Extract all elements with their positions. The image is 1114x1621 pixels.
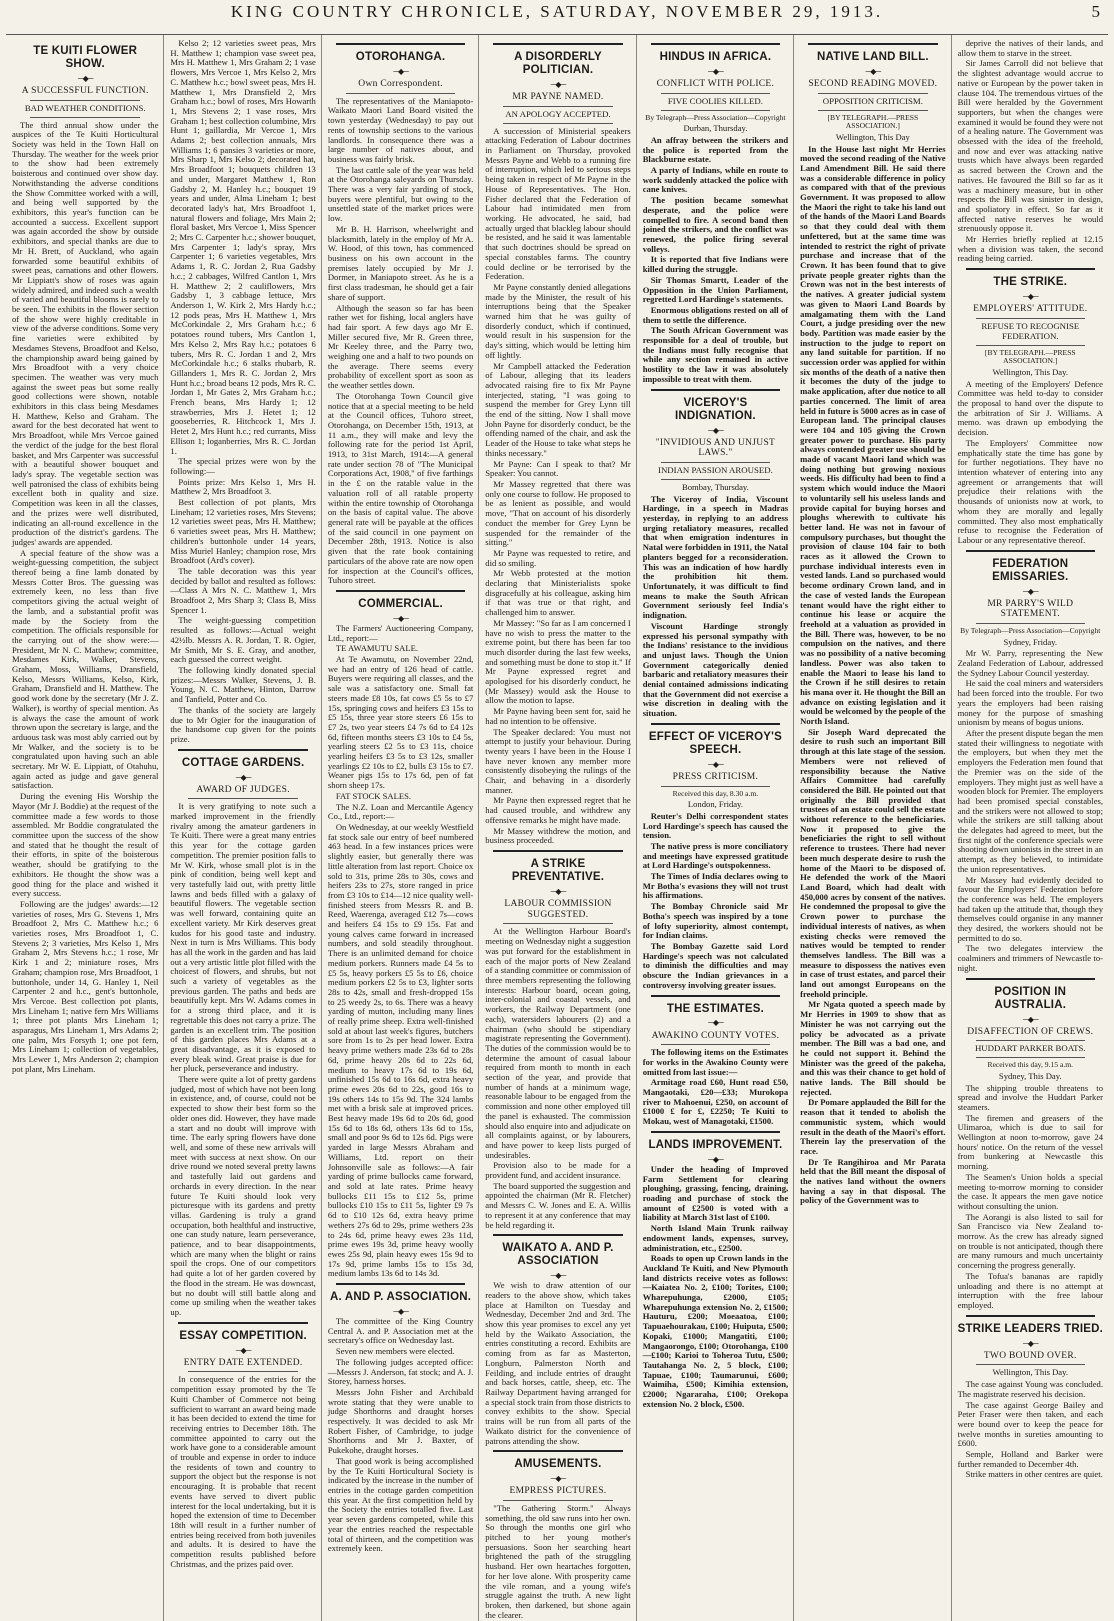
paragraph: Seven new members were elected.	[335, 1346, 455, 1357]
paragraph: At the Wellington Harbour Board's meeting on Wednesday night a suggestion was put forward for the establishment in each of the major ports of New Zealand of a standing committee or commission of three members representing the following interests: Harbour board, ocean going, inter-colonial and coastal vessels, and workers, the Railway Department (one each), watersiders labourers (2) and a chairman (who should be stipendiary magistrate representing the Government). The duties of the commission would be to determine the amount of casual labour required from month to month in each section of the year, and provide that number of hands at a minimum wage, reasonable labour to be engaged from the commission and none other employed till the panel is exhausted. The commission should also enquire into and adjudicate on all complaints against, or by labourers, and have power to keep lists purged of undesirables.	[485, 926, 631, 1160]
paragraph: The committee of the King Country Central A. and P. Association met at the secretary's office on Wednesday last.	[327, 1316, 474, 1346]
article-subheading: TWO BOUND OVER.	[983, 1350, 1077, 1361]
section-divider	[493, 1234, 622, 1236]
article-headline: TE KUITI FLOWER SHOW.	[33, 45, 138, 70]
section-divider	[336, 590, 465, 592]
paragraph: Sir Thomas Smartt, Leader of the Opposition in the Union Parliament, regretted Lord Hardinge's statements.	[642, 274, 789, 305]
subheading-rule	[976, 318, 1085, 319]
paragraph: Enormous obligations rested on all of them to settle the difference.	[642, 304, 789, 325]
article-headline: STRIKE LEADERS TRIED.	[957, 1322, 1103, 1335]
article-headline: OTOROHANGA.	[355, 51, 446, 63]
ornament-divider: ─◆─	[1023, 586, 1038, 596]
dateline: Bombay, Thursday.	[682, 481, 749, 492]
paragraph: Mr Massey withdrew the motion, and business proceeded.	[485, 825, 631, 846]
subheading-rule	[30, 100, 140, 101]
article-headline: FEDERATION EMISSARIES.	[992, 557, 1069, 583]
ornament-divider: ─◆─	[708, 66, 723, 76]
article-headline: THE STRIKE.	[993, 276, 1068, 289]
subheading-rule	[976, 345, 1085, 346]
paragraph: After the present dispute began the men stated their willingness to negotiate with the employers, but when they met the employers the Federation men found that the Premier was on the side of the employers. They might just as well have a wooden block for Premier. The employers had been promised special constables, and the strikers were not allowed to stop; while the strikers are still talking about the delegates had agreed to meet, but the first night of the conference specials were shooting down unionists in the street in an attempt, as they believed, to intimidate the union representatives.	[957, 727, 1103, 874]
paragraph: Points prize: Mrs Kelso 1, Mrs H. Matthew 2, Mrs Broadfoot 3.	[170, 476, 316, 497]
article-body	[328, 97, 473, 586]
ornament-divider: ─◆─	[708, 1154, 723, 1164]
dateline: Wellington, This Day.	[992, 1367, 1068, 1378]
subheading-rule	[661, 110, 770, 111]
subheading-rule	[188, 1371, 297, 1372]
paragraph: The representatives of the Maniapoto-Waikato Maori Land Board visited the town yesterday (Wednesday) to pay out rents of township sections to the various landlords. In consequence there was a large number of natives about, and business was fairly brisk.	[327, 95, 474, 164]
dateline: London, Friday.	[687, 799, 743, 810]
article-headline: HINDUS IN AFRICA.	[659, 51, 772, 63]
article-subheading-secondary: OPPOSITION CRITICISM.	[822, 95, 923, 106]
dateline: Wellington, This Day.	[992, 366, 1068, 377]
paragraph: The Aorangi is also listed to sail for San Francisco via New Zealand to-morrow. As the crew has already signed on trouble is not anticipated, though there are many rumours and much uncertainty concerning the progress generally.	[957, 1211, 1103, 1271]
paragraph: TE AWAMUTU SALE.	[335, 643, 418, 654]
dateline: Sydney, Friday.	[1003, 636, 1058, 647]
paragraph: The case against Young was concluded. The magistrate reserved his decision.	[957, 1379, 1103, 1399]
paragraph: The third annual show under the auspices of the Te Kuiti Horticultural Society was held in the Town Hall on Thursday. The weather for the week prior to the show had been extremely boisterous and continued over show day. Notwithstanding the adverse conditions the Show Committee worked with a will, and being well supported by the exhibitors, this year's function can be accounted a success. Excellent support was again accorded the show by outside exhibitors, and special thanks are due to Mr H. Brett, of Auckland, who again forwarded some beautiful exhibits of sweet peas, carnations and other flowers. Mr Lippiatt's show of roses was again widely admired, and indeed such a wealth of varied and beautiful blooms is rarely to be seen. The exhibits in the flower section of the show were highly creditable in view of the adverse conditions. Some very fine varieties were exhibited by Mesdames Stevens, Broadfoot and Kelso, the championship award being gained by Mrs Broadfoot with a very choice specimen. The weather was very much against the sweet peas but some really good collections were shown, notable exhibitors in this class being Mesdames H. Matthew, Kelso and Graham. The award for the best decorated hat went to Mrs Broadfoot, while Mrs Vercoe gained the verdict of the judge for the best floral basket, and Mrs Carpenter was successful with a beautiful shower bouquet and lady's spray. The vegetable section was well patronised the class of exhibits being excellent both in quality and size. Competition was keen in all the classes, and the prizes were well distributed, indicating an all-round excellence in the production of the district's gardens. The judges' awards are appended.	[12, 119, 159, 547]
article-body	[485, 1504, 630, 1620]
paragraph: Mr Massey had evidently decided to favour the Employers' Federation before the conference was held. The employers had taken up the attitude that, though they themselves could organise in any manner they desired, the workers should not be permitted to do so.	[957, 874, 1103, 943]
paragraph: The following judges accepted office:—Messrs J. Anderson, fat stock; and A. J. Storey, harness horses.	[327, 1356, 474, 1387]
paragraph: Sir Joseph Ward deprecated the desire to rush such an important Bill through at this late stage of the session. Members were not relieved of responsibility because the Native Affairs Committee had carefully considered the Bill. He pointed out that originally the Bill provided that trustees of an estate could sell the estate without reference to the beneficiaries. Now it proposed to give the beneficiaries the right to sell without reference to trustees. There had never been much desperate desire to rush the home of the Maori to be disposed of. He defended the work of the Maori Land Board, which had dealt with 450,000 acres by consent of the natives. He condemned the proposal to give the Crown power to purchase the individual interests of natives, as when existing checks were removed the natives would be tempted to render themselves landless. The Bill was a measure to dispossess the natives even in case of trust estates, and parcel their land out amongst Europeans on the freehold principle.	[800, 726, 946, 999]
article-subheading-secondary: HUDDART PARKER BOATS.	[974, 1043, 1086, 1054]
article-headline: COTTAGE GARDENS.	[181, 756, 305, 769]
article-headline: NATIVE LAND BILL.	[816, 51, 929, 63]
article	[643, 723, 788, 991]
paragraph: Semple, Holland and Barker were further remanded to December 4th.	[957, 1449, 1103, 1469]
article	[485, 1450, 630, 1620]
paragraph: The Viceroy of India, Viscount Hardinge, in a speech in Madras yesterday, in replying to an address urging retaliatory measures, recalled that when emigration indentures in Natal were forbidden in 1911, the Natal planters begged for a reconsideration. This was an indication of how hardly the prohibition hit them. Unfortunately, it was difficult to find means to make the South African Government seriously feel India's indignation.	[642, 493, 789, 621]
article-subheading: PRESS CRITICISM.	[672, 771, 759, 782]
article-headline: A DISORDERLY POLITICIAN.	[514, 51, 602, 76]
paragraph: An affray between the strikers and the police is reported from the Blackburne estate.	[642, 134, 789, 165]
article-subheading: CONFLICT WITH POLICE.	[656, 79, 775, 90]
ornament-divider: ─◆─	[1023, 1014, 1038, 1024]
subheading-rule	[818, 110, 927, 111]
article-subheading: "INVIDIOUS AND UNJUST LAWS."	[655, 437, 776, 459]
article	[328, 43, 473, 586]
subheading-rule	[661, 1044, 770, 1045]
subheading-rule	[661, 786, 770, 787]
paragraph: The following kindly donated special prizes:—Messrs Walker, Stevens, J. B. Young, N. C. Matthew, Hinton, Darrow and Tanfield, Potter and Co.	[170, 665, 316, 705]
paragraph: deprive the natives of their lands, and allow them to starve in the street.	[957, 38, 1103, 58]
section-divider	[966, 978, 1095, 980]
article-subheading: EMPLOYERS' ATTITUDE.	[973, 304, 1088, 315]
article-headline: THE ESTIMATES.	[666, 1002, 764, 1015]
page-number: 5	[1091, 2, 1100, 21]
article	[170, 1322, 315, 1570]
article-body	[643, 812, 788, 991]
paragraph: Sir James Carroll did not believe that the slightest advantage would accrue to native or European by the power taken in clause 104. The tremendous virtues of the Bill were heralded by the Government supporters, but when the changes were examined it would be found they were not of a healing nature. The Government was obsessed with the idea of the freehold, and now and ever was attacking native trusts which have always been regarded as sacred between the Crown and the natives. He favoured the Bill so far as it was a machinery measure, but in other respects the Bill was sinister in design, and spoliatory in effect. So far as it affected native reserves he would strenuously oppose it.	[957, 58, 1103, 234]
section-divider	[336, 43, 465, 45]
article-body	[958, 1380, 1103, 1480]
section-divider	[178, 749, 307, 751]
wire-credit: Received this day, 8.30 a.m.	[672, 788, 759, 798]
paragraph: The Times of India declares owing to Mr Botha's evasions they will not trust his affirmations.	[642, 871, 789, 901]
section-divider	[808, 43, 937, 45]
article-subheading: MR PARRY'S WILD STATEMENT.	[987, 598, 1074, 620]
paragraph: The two delegates interview the coalminers and trimmers of Newcastle to-night.	[957, 943, 1103, 973]
ornament-divider: ─◆─	[393, 613, 408, 623]
dateline: Sydney, This Day.	[998, 1070, 1062, 1081]
subheading-rule	[661, 462, 770, 463]
article	[643, 995, 788, 1127]
subheading-rule	[976, 1057, 1085, 1058]
article	[800, 43, 945, 1206]
paragraph: The last cattle sale of the year was held at the Otorohanga saleyards on Thursday. There was a very fair yarding of stock, buyers were plentiful, but owing to the unsettled state of the market prices were low.	[327, 164, 474, 224]
subheading-rule	[346, 93, 455, 94]
article	[958, 550, 1103, 974]
subheading-rule	[818, 93, 927, 94]
article-body	[800, 145, 945, 1207]
paragraph: The Employers' Committee now emphatically state the time has gone by for further negotiations. They have no intention whatever of entering into any agreement or arrangements that will prejudice their relations with the thousands of unionists now at work, to whom they are morally and legally committed. They also most emphatically refuse to recognise the Federation of Labour or any representative thereof.	[957, 437, 1103, 545]
ornament-divider: ─◆─	[550, 886, 566, 896]
article-body	[958, 39, 1103, 264]
paragraph: Mr Payne was requested to retire, and did so smiling.	[485, 547, 631, 568]
paragraph: A special feature of the show was a weight-guessing competition, the subject thereof being a fine lamb donated by Messrs Cotter Bros. The guessing was extremely keen, no less than five competitors giving the actual weight of the lamb, and a substantial profit was made by the Society from the competition. The officials responsible for the carrying out of the show were:—President, Mr N. C. Matthew; committee, Mesdames Kirk, Walker, Stevens, Graham, Moss, Williams, Dransfield, Kelso, Messrs Williams, Kelso, Kirk, Graham, Dransfield and H. Matthew. The good work done by the secretary (Mr J. Z. Walker), is worthy of special mention. As is always the case the amount of work thrown upon the secretary is large, and the arduous task was most ably carried out by Mr Walker, and the society is to be congratulated upon having such an able secretary. Mr W. E. Lippiatt, of Otahuhu, again acted as judge and gave general satisfaction.	[12, 547, 159, 791]
article-headline: AMUSEMENTS.	[514, 1458, 602, 1471]
article-headline: A STRIKE PREVENTATIVE.	[511, 858, 605, 883]
article-body	[170, 39, 315, 745]
masthead	[0, 2, 1114, 32]
column-3	[321, 35, 478, 1621]
article-headline: VICEROY'S INDIGNATION.	[675, 396, 756, 422]
paragraph: Mr B. H. Harrison, wheelwright and blacksmith, lately in the employ of Mr A. W. Hood, of this town, has commenced business on his own account in the premises lately occupied by Mr J. Dormer, in Maniapoto street. As he is a first class tradesman, he should get a fair share of support.	[327, 223, 474, 302]
paragraph: It is very gratifying to note such a marked improvement in the friendly rivalry among the amateur gardeners in Te Kuiti. There were a great many entries this year for the cottage garden competition. The premier position falls to Mr W. Kirk, whose small plot is in the pink of condition, being well kept and very tastefully laid out, with pretty little lawns and beds filled with a galaxy of beautiful flowers. The vegetable section was well forward, containing quite an excellent variety. Mr Kirk deserves great kudos for his good taste and industry. Next in turn is Mrs Williams. This body has all the work in the garden and has laid out a very artistic little plot filled with the choicest of flowers, and shrubs, but not such a variety of vegetables as the previous garden. The paths and beds are beautifully kept. Mrs W. Adams comes in for a strong third place, and it is regrettable this does not carry a prize. The garden is an excellent trim. The position of this garden places Mrs Adams at a great disadvantage, as it is exposed to every bleak wind. Great praise is due for her pluck, perseverance and industry.	[170, 801, 316, 1074]
paragraph: The firemen and greasers of the Ulimaroa, which is due to sail for Wellington at noon to-morrow, gave 24 hours' notice. On the return of the vessel from bunkering at Newcastle this morning.	[957, 1112, 1103, 1172]
dateline: Durban, Thursday.	[683, 123, 748, 134]
article-subheading: EMPRESS PICTURES.	[509, 1486, 607, 1497]
column-1	[6, 35, 163, 1621]
article-body	[485, 127, 630, 846]
article-subheading: DISAFFECTION OF CREWS.	[967, 1026, 1094, 1037]
subheading-rule	[30, 117, 140, 118]
paragraph: Reuter's Delhi correspondent states Lord Hardinge's speech has caused the tension.	[642, 810, 789, 841]
article-body	[485, 1281, 630, 1446]
paragraph: Mr Massey regretted that there was only one course to follow. He proposed to be as lenient as possible, and would move, "That on account of his disorderly conduct the member for Grey Lynn be suspended for the remainder of the sitting."	[485, 478, 631, 548]
subheading-rule	[503, 923, 612, 924]
article-subheading-secondary: INDIAN PASSION AROUSED.	[658, 465, 773, 476]
paragraph: On Wednesday, at our weekly Westfield fat stock sale our entry of beef numbered 463 head. In a few instances prices were slightly easier, but generally there was little alteration from last report. Choice ox sold to 31s, prime 28s to 30s, cows and heifers 23s to 27s, store ranged in price from £3 10s to £14—12 nice quality well-finished steers from Messrs R. and B. Reed, Waerenga, averaged £12 7s—cows and heifers £4 15s to £9 15s. Fat and young calves came forward in increased numbers, and sold steadily throughout. There is an unlimited demand for choice medium porkers. Runners made £4 5s to £5 5s, heavy porkers £5 5s to £6, choice medium porkers £2 5s to £3, lighter sorts 28s to 42s, small and fresh-dropped 15s to 25 weedy 2s, to 6s. There was a heavy yarding of mutton, including many lines of really prime sheep. Extra well-finished sold at about last week's figures, butchers sore from 1s to 2s per head lower. Extra heavy prime wethers made 23s 6d to 28s 6d, prime heavy 20s 6d to 22s 6d, medium to heavy 17s 6d to 19s 6d, unfinished 15s 6d to 16s 6d, extra heavy prime ewes 20s 6d to 22s, good 16s to 19s others 14s to 15s 9d. The 324 lambs met with a brisk sale at improved prices. Best heavy made 19s 6d to 20s 6d, good 15s 6d to 18s 6d, others 13s 6d to 15s, small and poor 9s 6d to 12s 6d. Pigs were yarded in large Messrs Abraham and Williams, Ltd. report on their Johnsonville sale as follows:—A fair yarding of prime bullocks came forward, and sold at late rates. Prime heavy bullocks £11 15s to £12 5s, prime bullocks £10 15s to £11 5s, lighter £9 7s 6d to £10 12s 6d, extra heavy prime wethers 27s 6d to 29s, prime wethers 23s to 24s 6d, prime heavy ewes 23s 11d, prime ewes 19s 3d, prime heavy woolly ewes 25s 9d, plain heavy ewes 15s 9d to 17s 9d, prime lambs 15s to 15s 3d, medium lambs 13s 6d to 14s 3d.	[327, 821, 474, 1279]
paragraph: The Bombay Gazette said Lord Hardinge's speech was not calculated to diminish the difficulties and may obscure the Indian grievances in a controversy involving greater issues.	[642, 940, 789, 990]
section-divider	[493, 43, 622, 45]
section-divider	[493, 850, 622, 852]
article-body	[328, 1317, 473, 1554]
section-divider	[651, 43, 780, 45]
subheading-rule	[661, 93, 770, 94]
paragraph: Although the season so far has been rather wet for fishing, local anglers have had fair sport. A few days ago Mr E. Miller secured five, Mr R. Green three, Mr Keeley three, and the Parry two, weighing one and a half to two pounds on the average. There seems every probability of excellent sport as soon as the weather settles down.	[327, 302, 474, 391]
section-divider	[493, 1450, 622, 1452]
article-body	[170, 1375, 315, 1569]
paragraph: North Island Main Trunk railway endowment lands, expenses, survey, administration, etc., £2500.	[642, 1223, 789, 1253]
paragraph: The native press is more conciliatory and meetings have expressed gratitude at Lord Hardinge's outspokenness.	[642, 840, 789, 871]
article	[485, 1234, 630, 1446]
subheading-rule	[661, 479, 770, 480]
subheading-rule	[976, 1040, 1085, 1041]
paragraph: A meeting of the Employers' Defence Committee was held to-day to consider the proposal to hand over the dispute to the arbitration of Sir J. Williams. A memo. was drawn up embodying the decision.	[957, 378, 1103, 438]
ornament-divider: ─◆─	[1023, 1338, 1038, 1348]
paragraph: That good work is being accomplished by the Te Kuiti Horticultural Society is indicated by the increase in the number of entries in the cottage garden competition this year. At the first competition held by the Society the entries totalled five. Last year seven gardens competed, while this year the entries reached the respectable total of thirteen, and the competition was extremely keen.	[327, 1455, 474, 1554]
section-divider	[651, 995, 780, 997]
paragraph: Kelso 2; 12 varieties sweet peas, Mrs H. Matthew 1; champion vase sweet pea, Mrs H. Matthew 1, Mrs Graham 2; 1 vase flowers, Mrs Vercoe 1, Mrs Kelso 2, Mrs C. Matthew h.c.; bowl sweet peas, Mrs H. Matthew 1, Mrs Dransfield 2, Mrs Graham h.c.; bowl of roses, Mrs Howarth 1, Mrs Stevens 2; 1 vase roses, Mrs Graham 1; best collection columbine, Mrs Hunt 1; gaillardia, Mr Vercoe 1, Mrs Adams 2; best collection annuals, Mrs Williams 1; 6 pansies 3 varieties or more, Mrs Sharp 1, Mrs Kelso 2; decorated hat, Mrs Broadfoot 1; bouquets children 13 and under, Margaret Matthew 1, Ron Gadsby 2, M. Hanley h.c.; bouquet 19 years and under, Alma Lineham 1; best decorated lady's hat, Mrs Broadfoot 1, natural flowers and foliage, Mrs Main 2; floral basket, Mrs Vercoe 1, Miss Spencer 2; Mrs C. Carpenter h.c.; shower bouquet, Mrs Carpenter 1; lady's spray, Mrs Carpenter 1; 6 varieties vegetables, Mrs Adams 1, R. C. Jordan 2, Rua Gadsby h.c.; 2 cabbages, Wilfred Cantlon 1, Mrs H. Matthew 2; 2 cauliflowers, Mrs Gadsby 1, 3 cabbage lettuce, Mrs Anderson 1, W. Kirk 2, Mrs Hardy h.c.; 12 pods peas, Mrs H. Matthew 1, Mrs McCorkindale 2, Mrs Graham h.c.; 6 potatoes round tubers, Mrs Cantlon 1, Mrs Kelso 2, Mrs Ray h.c.; potatoes 6 tubers, Mrs R. C. Jordan 1 and 2, Mrs McCorkindale h.c.; 6 stalks rhubarb, R. Gillanders 1, Mrs R. C. Jordan 2, Mrs Hunt h.c.; broad beans 12 pods, Mrs R. C. Jordan 1, Mr Gates 2, Mrs Graham h.c.; French beans, Mrs Hardy 1; 12 strawberries, Mrs J. Hetet 1; 12 gooseberries, R. Hitchcock 1, Mrs J. Hetet 2, Mrs Hunt h.c.; red currants, Miss Ellison 1; loganberries, Mrs R. C. Jordan 1.	[170, 38, 316, 456]
section-divider	[336, 1283, 465, 1285]
masthead-title: KING COUNTRY CHRONICLE, SATURDAY, NOVEMBER 29, 1913.	[230, 2, 884, 21]
article-subheading: AWAKINO COUNTY VOTES.	[651, 1030, 780, 1041]
wire-credit: Received this day, 9.15 a.m.	[987, 1060, 1074, 1070]
paragraph: Mr Webb protested at the motion declaring that Ministerialists spoke disgracefully at his colleague, asking him if that was true or that right, and challenged him to answer.	[485, 568, 631, 618]
paragraph: FAT STOCK SALES.	[335, 790, 412, 801]
ornament-divider: ─◆─	[235, 772, 251, 782]
paragraph: Provision also to be made for a provident fund, and accident insurance.	[485, 1160, 631, 1181]
article-body	[643, 495, 788, 719]
paragraph: The Speaker declared: You must not attempt to justify your behaviour. During twenty years I have been in the House I have never known any member more consistently disobeying the rulings of the Chair, and behaving in a disorderly manner.	[485, 726, 631, 795]
article-subheading: A SUCCESSFUL FUNCTION.	[21, 86, 149, 96]
article-subheading-secondary: BAD WEATHER CONDITIONS.	[24, 102, 146, 113]
section-divider	[178, 1322, 307, 1324]
ornament-divider: ─◆─	[550, 1474, 566, 1484]
section-divider	[966, 268, 1095, 270]
subheading-rule	[503, 106, 612, 107]
article	[643, 389, 788, 719]
paragraph: It is reported that five Indians were killed during the struggle.	[642, 254, 789, 275]
section-divider	[651, 389, 780, 391]
paragraph: Mr Payne: Can I speak to that? Mr Speaker: You cannot.	[485, 458, 631, 479]
article-body	[958, 380, 1103, 546]
article-subheading: Own Correspondent.	[358, 79, 443, 90]
ornament-divider: ─◆─	[393, 1307, 408, 1317]
article	[328, 1283, 473, 1554]
paragraph: Mr Herries briefly replied at 12.15 when a division was taken, the second reading being carried.	[957, 234, 1103, 264]
article	[643, 43, 788, 385]
ornament-divider: ─◆─	[708, 425, 723, 435]
paragraph: We wish to draw attention of our readers to the above show, which takes place at Hamilton on Tuesday and Wednesday, December 2nd and 3rd. The show this year promises to excel any yet held by the Waikato Association, the entries constituting a record. Exhibits are coming from as far as Masterton, Longburn, Palmerston North and Feilding, and include entries of draught and back horses, cattle, sheep, etc. The Railway Department having arranged for a special stock train from those districts to convey exhibits to the show. Special trains will be run from all parts of the Waikato district for the convenience of patrons attending the show.	[485, 1280, 631, 1446]
section-divider	[966, 1315, 1095, 1317]
column-6	[793, 35, 950, 1621]
article-headline: A. AND P. ASSOCIATION.	[329, 1291, 472, 1304]
paragraph: "The Gathering Storm." Always something, the old saw runs into her own. So through the months one girl who pitched to her young mother's persuasions. Soon her searching heart brightened the path of the struggling husband. Her own heartaches forgotten, for her love alone. With prosperity came the vile roman, and a young wife's struggle against the truth. A new light broken, then darkened, but shone again the clearer.	[485, 1502, 631, 1620]
subheading-rule	[503, 123, 612, 124]
columns-container	[6, 34, 1108, 1620]
article-subheading-secondary: REFUSE TO RECOGNISE FEDERATION.	[981, 320, 1080, 341]
article	[485, 43, 630, 846]
paragraph: Armitage road £60, Hunt road £50, Mangaotaki, £20—£33; Murokopa river to Mahoenui, £250, on account of £1000 £ for £, £2250; Te Kuiti to Mokau, west of Managotaki, £1500.	[642, 1077, 789, 1127]
article	[328, 590, 473, 1279]
wire-credit: By Telegraph—Press Association—Copyright	[645, 112, 786, 122]
paragraph: The Farmers' Auctioneering Company, Ltd., report:—	[327, 622, 474, 643]
article-subheading-secondary: AN APOLOGY ACCEPTED.	[505, 108, 611, 119]
column-4	[478, 35, 635, 1621]
article-body	[485, 927, 630, 1230]
article-body	[643, 1048, 788, 1127]
article-subheading-secondary: FIVE COOLIES KILLED.	[667, 95, 763, 106]
ornament-divider: ─◆─	[865, 66, 881, 76]
paragraph: Best collection of pot plants, Mrs Lineham; 12 varieties roses, Mrs Stevens; 12 varieties sweet peas, Mrs H. Matthew; 6 varieties sweet peas, Mrs H. Matthew; children's buttonhole under 14 years, Miss Muriel Hanley; champion rose, Mrs Broadfoot (Ard's cover).	[170, 497, 316, 566]
paragraph: Mr Payne having been sent for, said he had no intention to be offensive.	[485, 706, 631, 726]
paragraph: Roads to open up Crown lands in the Auckland Te Kuiti, and New Plymouth land districts receive votes as follows:—Kaiatea No. 2, £100; Torites, £100; Wharepuhunga, £2000, £105; Wharepuhunga extension No. 2, £1500; Hauturu, £200; Moeaatoa, £100; Tapuaehourakau, £100; Huiputa, £500; Kopaki, £1000; Mangatiti, £100; Mangaorongo, £100; Otorohanga, £100—£100; Karioi to Toheroa Tutu, £500; Tautahanga No. 2, 5 block, £100; Tapuae, £100; Taumarunui, £600; Waimiha, £500; Kimihia extension, £2000; Ngararaha, £100; Orekopa extension No. 2 block, £500.	[642, 1253, 789, 1409]
paragraph: Strike matters in other centres are quiet.	[965, 1469, 1103, 1480]
dateline: Wellington, This Day	[835, 131, 910, 142]
article-headline: WAIKATO A. AND P. ASSOCIATION	[502, 1242, 614, 1268]
paragraph: Mr W. Parry, representing the New Zealand Federation of Labour, addressed the Sydney Labour Council yesterday.	[957, 648, 1103, 678]
subheading-rule	[503, 1500, 612, 1501]
article	[958, 978, 1103, 1311]
paragraph: The table decoration was this year decided by ballot and resulted as follows:—Class A Mrs N. C. Matthew 1, Mrs Broadfoot 2, Mrs Sharp 3; Class B, Miss Spencer 1.	[170, 565, 316, 615]
article-subheading: AWARD OF JUDGES.	[196, 784, 290, 795]
article-body	[958, 649, 1103, 973]
paragraph: The position became somewhat desperate, and the police were compelled to fire. A second band then joined the strikers, and the conflict was renewed, the police firing several volleys.	[642, 195, 789, 254]
ornament-divider: ─◆─	[550, 1271, 566, 1281]
paragraph: The Tofua's bananas are rapidly unloading and there is no attempt at interruption with the free labour employed.	[957, 1270, 1103, 1310]
wire-credit: By Telegraph—Press Association—Copyright	[960, 626, 1101, 636]
ornament-divider: ─◆─	[708, 1018, 723, 1028]
paragraph: A succession of Ministerial speakers attacking Federation of Labour doctrines in Parliament on Thursday, provoked Messrs Payne and Webb to a running fire of interruption, which led to serious steps being taken in respect of Mr Payne in the House of Representatives. The Hon. Fisher declared that the Federation of Labour had intimidated men from working. He advocated, he said, had actually urged that blackleg labour should be resisted, and he said it was lamentable that such doctrines should be spread on special constables farms. The country could decline or be terrorised by the Federation.	[485, 125, 631, 282]
subheading-rule	[188, 798, 297, 799]
article	[485, 850, 630, 1230]
article-headline: COMMERCIAL.	[358, 597, 443, 610]
paragraph: In consequence of the entries for the competition essay promoted by the Te Kuiti Chamber of Commerce not being sufficient to warrant an award being made it has been decided to extend the time for receiving entries to December 18th. The committee appointed to carry out the work have gone to a considerable amount of trouble and expense in order to induce the residents of town and country to support the object but the response is not encouraging. It is probable that recent events have served to divert public interest for the local undertaking, but it is hoped the extension of time to December 18th will result in a further number of entries being received from both juveniles and adults. It is desired to have the competition results published before Christmas, and the prizes paid over.	[170, 1374, 316, 1569]
article	[170, 749, 315, 1318]
wire-credit: [BY TELEGRAPH.—PRESS ASSOCIATION.]	[984, 347, 1076, 366]
paragraph: Viscount Hardinge strongly expressed his personal sympathy with the Indians' resistance to the invidious and unjust laws. Though the Union Government categorically denied barbaric and retaliatory measures their denial contained admissions indicating that the Government did not exercise a wise discretion in dealing with the situation.	[642, 620, 789, 719]
paragraph: The Bombay Chronicle said Mr Botha's speech was inspired by a tone of lofty superiority, almost contempt, for Indian claims.	[642, 901, 789, 941]
section-divider	[966, 550, 1095, 552]
paragraph: The thanks of the society are largely due to Mr Ogier for the inauguration of the handsome cup given for the points prize.	[170, 704, 316, 744]
ornament-divider: ─◆─	[77, 73, 93, 83]
paragraph: In the House last night Mr Herries moved the second reading of the Native Land Amendment Bill. He said there was a considerable difference in policy as compared with that of the previous Government. It was proposed to allow the Maori the right to take his land out of the hands of the Maori Land Boards so that they could deal with them unfettered, but at the same time was intended to restrict the right of private purchase and increase that of the Crown. It has been found that to give private people greater rights than the Crown was not in the best interests of the natives. A greater judicial system was given to Maori Land Boards by amalgamating them with the Land Court, a judge presiding over the new body. Partition was made easier by the instruction to the judge to report on any land suitable for partition. If no succession order was applied for within six months of the death of a native then it becomes the duty of the judge to make application, after due notice to all parties concerned. The limit of area held in future is 5000 acres as in case of European land. The principal clauses were 104 and 105 giving the Crown greater power to purchase. His party always contended greater use should be made of vacant Maori land which was doing nothing but growing noxious weeds. His difficulty had been to find a system which would induce the Maori to voluntarily sell his useless lands and provide capital for buying horses and ploughs wherewith to cultivate his better land. He was not in favour of compulsory purchases, but thought the provision of clause 104 fair to both races as it allowed the Crown to purchase individual interests even in vested lands. Land so purchased would become ordinary Crown land, and in the case of vested lands the European tenant would have the right either to continue his lease or acquire the freehold at a valuation as provided in the Bill. There was, however, to be no compulsion on the natives, and there was no possibility of a native becoming landless. Power was also taken to enable the Maori to lease his land to the Crown if he still desires to retain his mana over it. He thought the Bill an advance on existing legislation and it would be welcomed by the people of the North Island.	[800, 143, 946, 727]
paragraph: Following are the judges' awards:—12 varieties of roses, Mrs G. Stevens 1, Mrs Broadfoot 2, Mrs C. Matthew h.c.; 6 varieties roses, Mrs Broadfoot 1, C. Stevens 2; 3 varieties, Mrs Kelso 1, Mrs Graham 2, Mrs Stevens h.c.; 1 rose, Mr Kirk 1 and 2; miniature roses, Mrs Graham; champion rose, Mrs Broadfoot, 1 buttonhole, under 14, G. Hanley 1, Neil Carpenter 2 and h.c., gent's buttonhole, Mrs Vercoe. Best collection pot plants, Mrs Lineham 1; native fern Mrs Williams 1; three pot plants Mrs Lineham 1; asparagus, Mrs Lineham 1, Mrs Adams 2; one palm, Mrs Forsyth 1; one pot fern, Mrs Lineham 1; collection of vegetables, Mrs Lewer 1, Mrs Anderson 2; champion pot plant, Mrs Lineham.	[12, 898, 159, 1074]
section-divider	[651, 1131, 780, 1133]
paragraph: The Otorohanga Town Council give notice that at a special meeting to be held at the Council offices, Tuhoro street, Otorohanga, on December 15th, 1913, at 11 a.m., they will make and levy the following rate for the period 1st April, 1913, to 31st March, 1914:—A general rate under section 78 of "The Municipal Corporations Act, 1908," of five farthings in the £ on the ratable value in the valuation roll of all ratable property within the entire township of Otorohanga on the basis of capital value. The above general rate will be payable at the offices of the said council in one payment on December 28th, 1913. Notice is also given that the rate book containing particulars of the above rate are now open for inspection at the Council's offices, Tuhoro street.	[327, 390, 474, 586]
paragraph: Messrs John Fisher and Archibald wrote stating that they were unable to judge Shorthorns and draught horses respectively. It was decided to ask Mr Robert Fisher, of Cambridge, to judge Shorthorns and Mr J. Baxter, of Pukekohe, draught horses.	[327, 1386, 474, 1456]
article	[643, 1131, 788, 1410]
article-subheading: ENTRY DATE EXTENDED.	[183, 1357, 303, 1368]
paragraph: The board supported the suggestion and appointed the chairman (Mr R. Fletcher) and Messrs C. W. Jones and E. A. Willis to represent it at any conference that may be held regarding it.	[485, 1180, 631, 1230]
paragraph: The N.Z. Loan and Mercantile Agency Co., Ltd., report:—	[327, 801, 474, 822]
ornament-divider: ─◆─	[1023, 292, 1038, 302]
paragraph: The case against George Bailey and Peter Fraser were then taken, and each were bound over to keep the peace for twelve months in sureties amounting to £600.	[957, 1399, 1103, 1449]
paragraph: Under the heading of Improved Farm Settlement for clearing ploughing, grassing, fencing, draining, roading and purchase of stock the amount of £2500 is voted with a liability at March 31st last of £100.	[642, 1163, 789, 1223]
paragraph: The following items on the Estimates for works in the Awakino County were omitted from last issue:—	[642, 1047, 789, 1077]
article-body	[170, 802, 315, 1317]
subheading-rule	[976, 1364, 1085, 1365]
wire-credit: [BY TELEGRAPH.—PRESS ASSOCIATION.]	[827, 112, 919, 131]
paragraph: Mr Ngata quoted a speech made by Mr Herries in 1909 to show that as Minister he was not carrying out the policy be advocated as a private member. The Bill was a bad one, and he could not support it. Behind the Minister was the greed of the pakeha, and this was their chance to get hold of native lands. The Bill should be rejected.	[800, 999, 946, 1097]
article	[12, 45, 158, 1075]
paragraph: The South African Government was responsible for a deal of trouble, but the Indians must fully recognise that while any section remained in active hostility to the law it was absolutely impossible to treat with them.	[642, 325, 789, 384]
article-body	[643, 136, 788, 385]
article-headline: POSITION IN AUSTRALIA.	[994, 985, 1067, 1011]
section-divider	[651, 723, 780, 725]
article-subheading: LABOUR COMMISSION SUGGESTED.	[504, 899, 612, 920]
article-headline: EFFECT OF VICEROY'S SPEECH.	[648, 730, 782, 756]
paragraph: A party of Indians, while en route to work suddenly attacked the police with cane knives.	[642, 165, 789, 195]
article-subheading: MR PAYNE NAMED.	[512, 92, 604, 102]
article-body	[958, 1084, 1103, 1311]
paragraph: Mr Massey: "So far as I am concerned I have no wish to press the matter to the extreme point, but there has been far too much disorder during the last few weeks, and something must be done to stop it." If Mr Payne expressed regret and apologised for his disorderly conduct, he (Mr Massey) would ask the House to allow the motion to lapse.	[485, 617, 631, 706]
paragraph: The special prizes were won by the following:—	[170, 456, 316, 476]
paragraph: Mr Campbell attacked the Federation of Labour, alleging that its leaders advocated raising fire to fix Mr Payne interjected, stating, "I was going to suspend the member for Grey Lynn till the end of the sitting. Now I shall move John Payne for disorderly conduct, be the offending named of the chair, and ask the Leader of the House to take what steps he thinks necessary."	[485, 360, 631, 458]
column-5	[636, 35, 793, 1621]
article-subheading: SECOND READING MOVED.	[808, 79, 938, 90]
column-2	[163, 35, 320, 1621]
paragraph: He said the coal miners and watersiders had been forced into the trouble. For two years the employers had been raising money for the purpose of smashing unionism by means of bogus unions.	[957, 678, 1103, 728]
article-headline: LANDS IMPROVEMENT.	[648, 1138, 783, 1151]
article	[958, 39, 1103, 264]
article-headline: ESSAY COMPETITION.	[179, 1329, 307, 1342]
paragraph: The weight-guessing competition resulted as follows:—Actual weight 42½lb. Messrs A. R. Jordan, T. R. Ogier, Mr Smith, Mr S. E. Gray, and another, each guessed the correct weight.	[170, 615, 316, 665]
paragraph: At Te Awamutu, on November 22nd, we had an entry of 126 head of cattle. Buyers were requiring all classes, and the sale was a satisfactory one. Small fat steers made £8 10s, fat cows £5 5s to £7 15s, springing cows and heifers £3 15s to £5 15s, three year store steers £6 15s to £7 2s, two year steers £4 7s 6d to £4 12s 6d, fifteen months steers £3 10s to £4 5s, yearling steers £2 5s to £3 11s, choice yearling heifers £3 5s to £3 12s, smaller yearlings £2 10s to £2, bulls £3 15s to £7. Weaner pigs 15s to 17s 6d, pen of fat shorn sheep 17s.	[327, 654, 474, 791]
paragraph: The shipping trouble threatens to spread and involve the Huddart Parker steamers.	[957, 1082, 1103, 1112]
article-body	[328, 624, 473, 1279]
paragraph: The Seamen's Union holds a special meeting to-morrow morning to consider the case. It appears the men gave notice without consulting the union.	[957, 1171, 1103, 1211]
article-body	[12, 121, 158, 1075]
ornament-divider: ─◆─	[550, 79, 566, 89]
column-7	[951, 35, 1108, 1621]
ornament-divider: ─◆─	[393, 66, 408, 76]
article-body	[643, 1165, 788, 1410]
article	[170, 39, 315, 745]
article	[958, 1315, 1103, 1480]
ornament-divider: ─◆─	[708, 759, 723, 769]
paragraph: Dr Te Rangihiroa and Mr Parata held that the Bill meant the disposal of the natives land without the owners having a say in that disposal. The policy of the Government was to	[800, 1156, 946, 1206]
paragraph: There were quite a lot of pretty gardens judged, most of which have not been long in existence, and, of course, could not be expected to show their best form so the older ones did. However, they have made a start and no doubt will improve with time. The early spring flowers have done well, and some of these new arrivals will meet with success at next show. On our drive round we noted several pretty lawns and tastefully laid out gardens and orchards in every direction. In the near future Te Kuiti should look very picturesque with its gardens and pretty villas. Gardening is truly a grand occupation, both healthful and instructive, one can study nature, learn perseverance, patience, and to bear disappointments, which are many when the blight or rains spoil the crops. One of our competitors had quite a lot of her garden covered by the flood in the stream. He was downcast, but no doubt will still battle along and come up smiling when the weather takes up.	[170, 1074, 316, 1317]
subheading-rule	[976, 623, 1085, 624]
article	[958, 268, 1103, 545]
paragraph: During the evening His Worship the Mayor (Mr J. Boddie) at the request of the committee made a few words to those assembled. Mr Boddie congratulated the committee upon the success of the show and stated that he thought the result of their efforts, in spite of the boisterous weather, should be gratifying to the exhibitors. He thought the show was a good thing for the place and wished it every success.	[12, 791, 159, 899]
paragraph: Mr Payne then expressed regret that he had caused trouble, and withdrew any offensive remarks he might have made.	[485, 795, 631, 825]
paragraph: Dr Pomare applauded the Bill for the reason that it tended to abolish the communistic system, which would result in the death of the Maori's effort. Therein lay the preservation of the race.	[800, 1097, 946, 1156]
paragraph: Mr Payne constantly denied allegations made by the Minister, the result of his interruptions being that the Speaker warned him that he was guilty of disorderly conduct, which if continued, would result in his suspension for the day's sitting, which would be letting him off lightly.	[485, 281, 631, 360]
ornament-divider: ─◆─	[235, 1345, 251, 1355]
